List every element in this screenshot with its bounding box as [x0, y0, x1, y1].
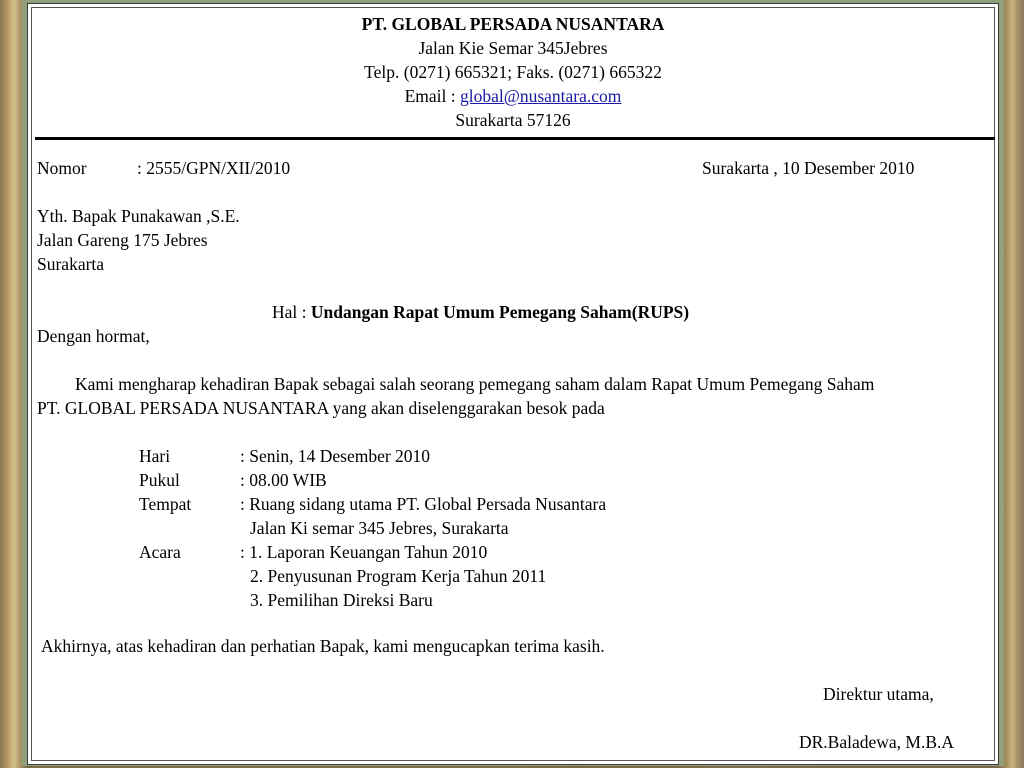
day-label: Hari: [139, 446, 171, 466]
day-value: : Senin, 14 Desember 2010: [240, 446, 431, 466]
place-label: Tempat: [139, 494, 192, 514]
company-phone: Telp. (0271) 665321; Faks. (0271) 665322: [364, 62, 662, 82]
time-value: : 08.00 WIB: [240, 470, 327, 490]
email-label: Email :: [404, 86, 460, 106]
subject-value: Undangan Rapat Umum Pemegang Saham(RUPS): [310, 302, 690, 322]
signer-position: Direktur utama,: [823, 684, 934, 704]
letter-page: [27, 3, 999, 765]
place-value: : Ruang sidang utama PT. Global Persada Nusantara: [240, 494, 607, 514]
body-paragraph-line1: Kami mengharap kehadiran Bapak sebagai salah seorang pemegang saham dalam Rapat Umum Pemegang Saham: [75, 374, 875, 394]
time-label: Pukul: [139, 470, 180, 490]
place-date: Surakarta , 10 Desember 2010: [702, 158, 915, 178]
agenda-label: Acara: [139, 542, 181, 562]
recipient-city: Surakarta: [37, 254, 105, 274]
company-email-line: [28, 85, 998, 107]
letterhead-divider: [35, 137, 995, 140]
company-name: PT. GLOBAL PERSADA NUSANTARA: [361, 14, 665, 34]
agenda-item-2: 2. Penyusunan Program Kerja Tahun 2011: [250, 566, 547, 586]
subject-label: Hal :: [272, 302, 311, 322]
closing-text: Akhirnya, atas kehadiran dan perhatian Bapak, kami mengucapkan terima kasih.: [41, 636, 605, 656]
email-link[interactable]: global@nusantara.com: [459, 86, 622, 106]
recipient-name: Yth. Bapak Punakawan ,S.E.: [37, 206, 240, 226]
agenda-item-1: : 1. Laporan Keuangan Tahun 2010: [240, 542, 488, 562]
body-paragraph-line2: PT. GLOBAL PERSADA NUSANTARA yang akan diselenggarakan besok pada: [37, 398, 605, 418]
number-label: Nomor: [37, 158, 87, 178]
greeting: Dengan hormat,: [37, 326, 150, 346]
subject-line: [272, 301, 689, 323]
company-city: Surakarta 57126: [455, 110, 571, 130]
signer-name: DR.Baladewa, M.B.A: [799, 732, 955, 752]
agenda-item-3: 3. Pemilihan Direksi Baru: [250, 590, 433, 610]
number-value: : 2555/GPN/XII/2010: [137, 158, 291, 178]
company-address: Jalan Kie Semar 345Jebres: [418, 38, 608, 58]
recipient-street: Jalan Gareng 175 Jebres: [37, 230, 208, 250]
place-value-line2: Jalan Ki semar 345 Jebres, Surakarta: [250, 518, 509, 538]
